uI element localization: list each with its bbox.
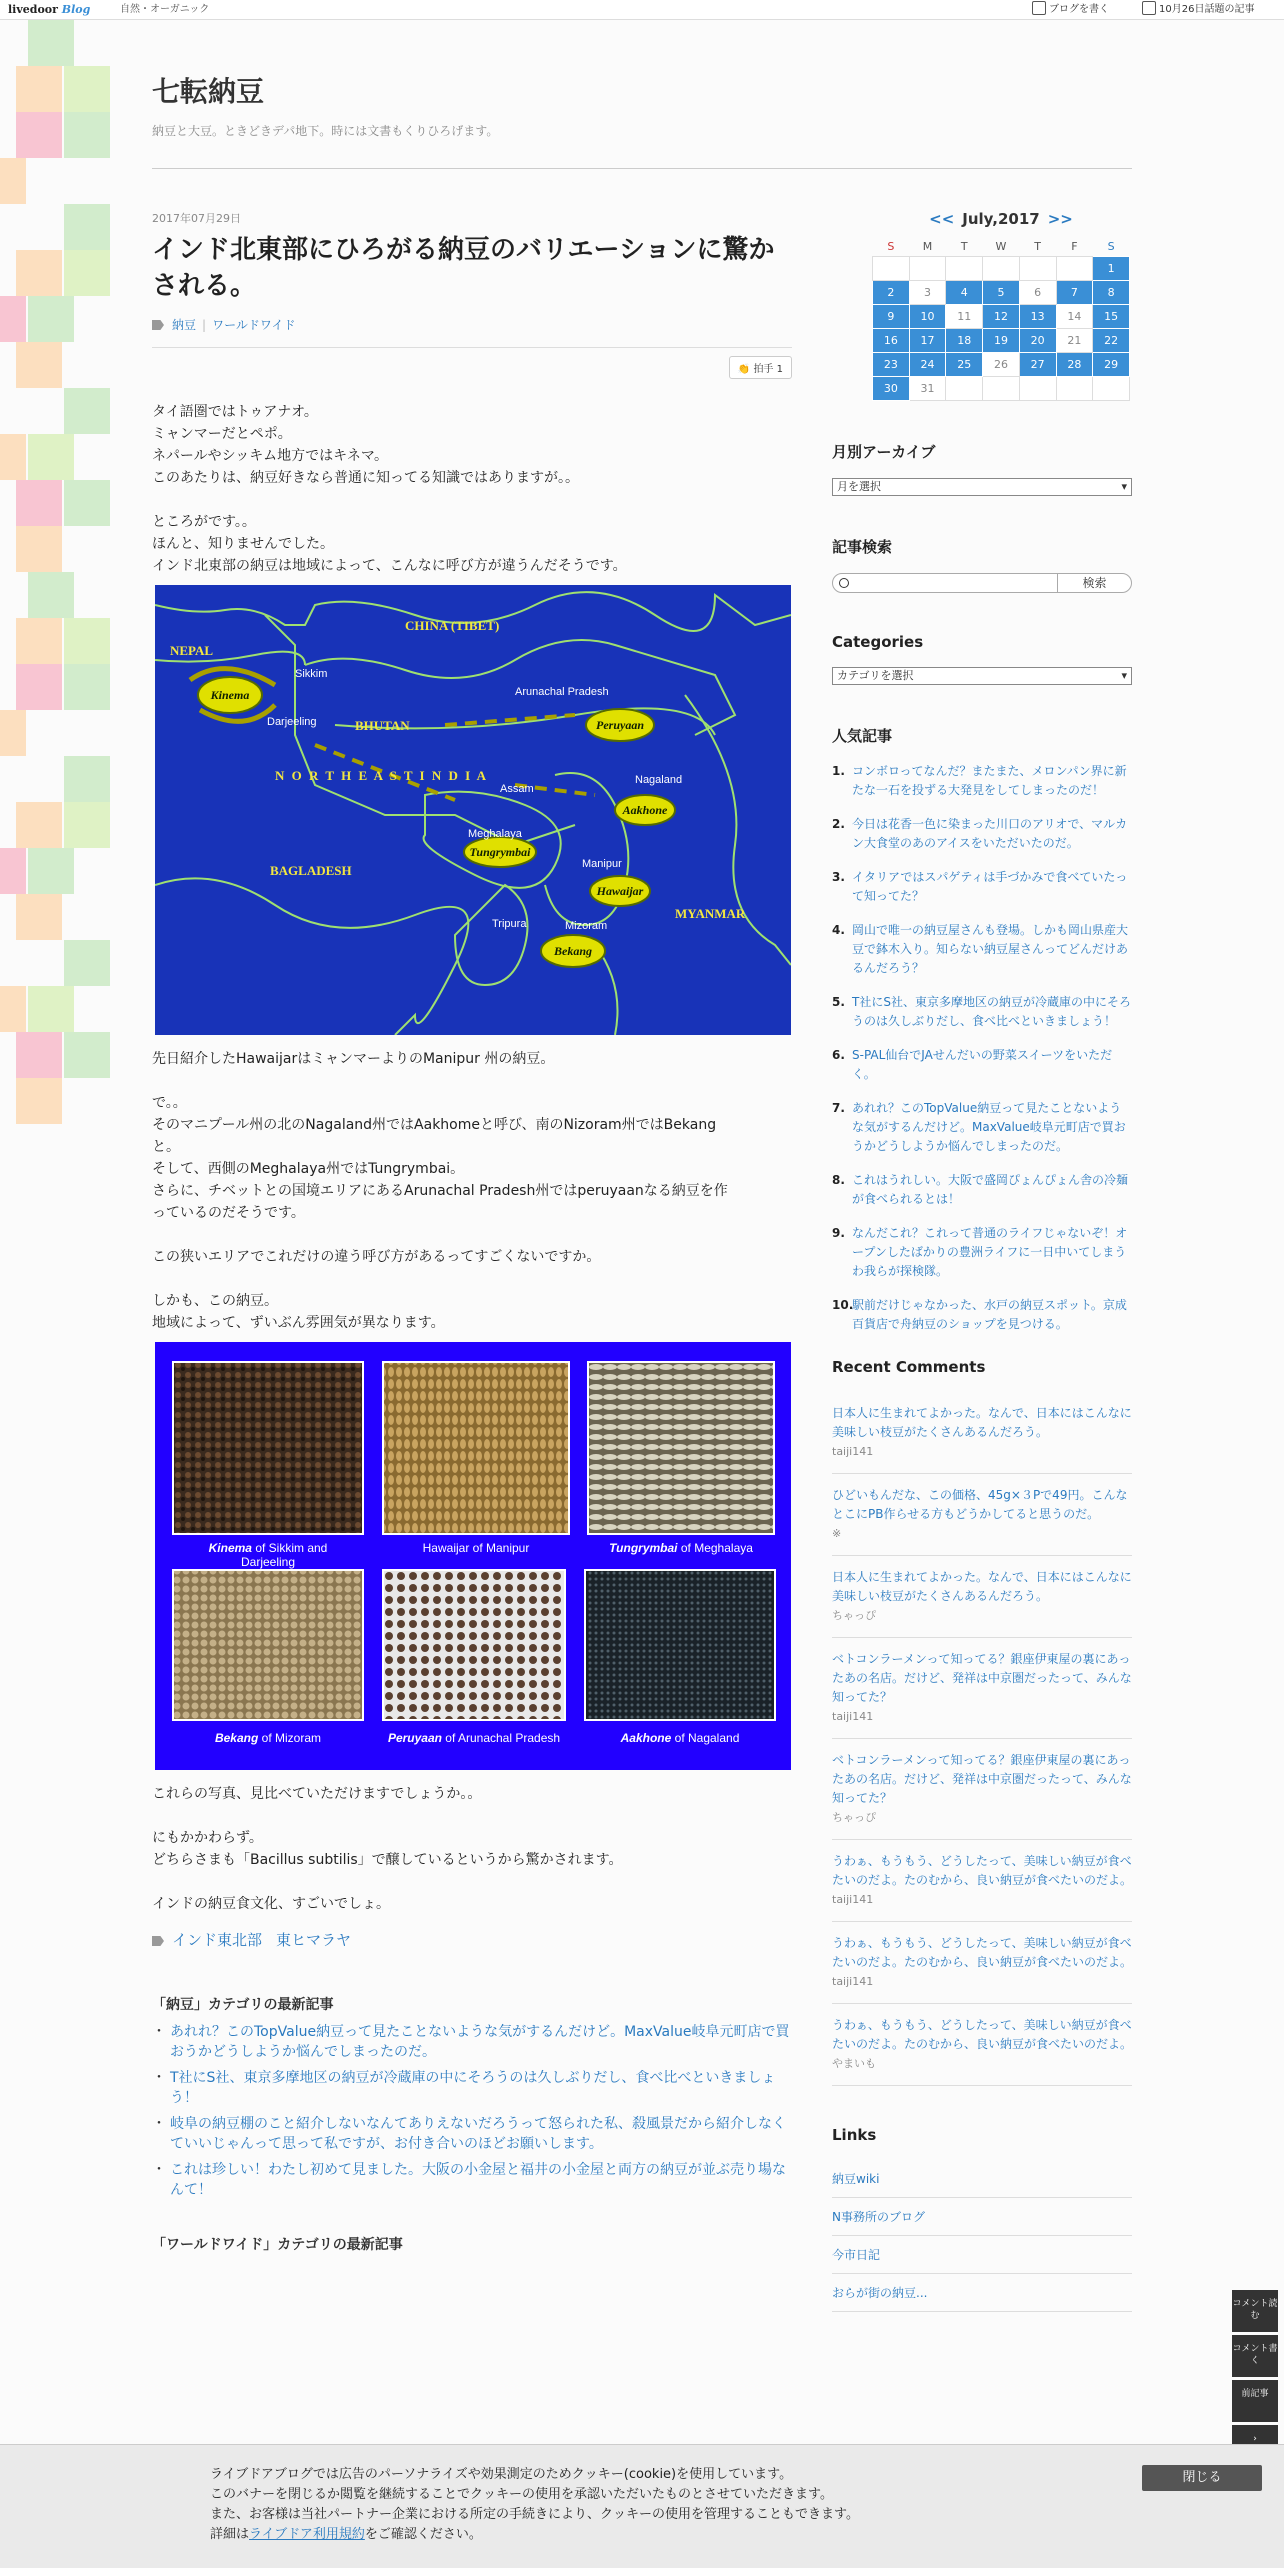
photo-caption-peruyaan: Peruyaan of Arunachal Pradesh	[387, 1731, 561, 1745]
comment-link[interactable]: うわぁ、もうもう、どうしたって、美味しい納豆が食べたいのだよ。たのむから、良い納豆が食べたいのだよ。	[832, 1853, 1133, 1887]
sidebar-link[interactable]: N事務所のブログ	[832, 2198, 1132, 2236]
article-body	[152, 379, 792, 1915]
ranking-link[interactable]: T社にS社、東京多摩地区の納豆が冷蔵庫の中にそろうのは久しぶりだし、食べ比べといきましょう！	[852, 994, 1131, 1028]
mosaic-tile	[64, 618, 110, 664]
mosaic-tile	[64, 664, 110, 710]
body-text: 地域によって、ずいぶん雰囲気が異なります。	[152, 1315, 445, 1331]
tag-icon	[152, 1936, 164, 1946]
comment-author: ※	[832, 1526, 842, 1540]
calendar-empty	[1019, 256, 1056, 280]
map-label-aakhone: Aakhone	[622, 803, 668, 817]
northeast-india-map	[155, 585, 791, 1035]
tag-link[interactable]: インド東北部	[172, 1931, 263, 1949]
comment-author: ちゃっぴ	[832, 1608, 876, 1622]
comment-link[interactable]: ベトコンラーメンって知ってる？銀座伊東屋の裏にあったあの名店。だけど、発祥は中京圏だったって、みんな知ってた？	[832, 1651, 1132, 1704]
calendar-day[interactable]: 27	[1019, 352, 1056, 376]
ranking-number: 9.	[832, 1225, 845, 1240]
mosaic-tile	[64, 388, 110, 434]
related-worldwide	[152, 2234, 792, 2254]
ranking-item	[832, 1046, 1132, 1084]
comment-link[interactable]: うわぁ、もうもう、どうしたって、美味しい納豆が食べたいのだよ。たのむから、良い納豆が食べたいのだよ。	[832, 1935, 1133, 1969]
ranking-item	[832, 1171, 1132, 1209]
livedoor-blog-logo[interactable]: livedoor Blog	[8, 3, 91, 16]
ranking-number: 2.	[832, 816, 845, 831]
sidebar	[832, 210, 1132, 2312]
calendar-day[interactable]: 23	[873, 352, 910, 376]
comment-item	[832, 1840, 1132, 1922]
article-categories: 納豆 | ワールドワイド	[152, 316, 792, 333]
calendar-day[interactable]: 15	[1093, 304, 1130, 328]
calendar-day[interactable]: 10	[909, 304, 946, 328]
categories-widget	[832, 633, 1132, 685]
map-label-manipur: Manipur	[582, 858, 622, 870]
calendar-empty	[946, 376, 983, 400]
calendar-day[interactable]: 1	[1093, 256, 1130, 280]
photo-caption-hawaijar: Hawaijar of Manipur	[422, 1541, 530, 1555]
mosaic-tile	[0, 986, 26, 1032]
mosaic-tile	[0, 710, 26, 756]
ranking-item	[832, 1224, 1132, 1281]
mosaic-tile	[64, 480, 110, 526]
weekday-header: W	[995, 240, 1007, 254]
category-icon	[152, 320, 164, 330]
ranking-number: 10.	[832, 1297, 854, 1312]
comment-link[interactable]: ひどいもんだな、この価格、45g×３Pで49円。こんなとこにPB作らせる方もどうかしてると思うのだ。	[832, 1487, 1128, 1521]
comment-author: taiji141	[832, 1974, 874, 1988]
calendar-day: 21	[1056, 328, 1093, 352]
map-label-tungrymbai: Tungrymbai	[469, 845, 531, 859]
calendar-empty	[983, 256, 1020, 280]
body-text: しかも、この納豆。	[152, 1293, 278, 1309]
comment-link[interactable]: 日本人に生まれてよかった。なんで、日本にはこんなに美味しい枝豆がたくさんあるんだろう。	[832, 1405, 1132, 1439]
calendar-empty	[1019, 376, 1056, 400]
calendar-day[interactable]: 30	[873, 376, 910, 400]
search-widget	[832, 536, 1132, 593]
calendar-grid	[872, 238, 1130, 401]
terms-link[interactable]: ライブドア利用規約	[249, 2527, 365, 2542]
category-link-natto[interactable]: 納豆	[172, 318, 197, 332]
mosaic-tile	[16, 342, 62, 388]
map-label-mizoram: Mizoram	[565, 920, 608, 932]
write-comment-button[interactable]: コメント書く	[1232, 2335, 1278, 2377]
calendar-day[interactable]: 25	[946, 352, 983, 376]
mosaic-tile	[16, 250, 62, 296]
body-text: タイ語圏ではトゥアナオ。	[152, 404, 318, 420]
category-select[interactable]: カテゴリを選択 ▾	[832, 667, 1132, 685]
mosaic-tile	[64, 204, 110, 250]
comment-link[interactable]: 日本人に生まれてよかった。なんで、日本にはこんなに美味しい枝豆がたくさんあるんだろう。	[832, 1569, 1132, 1603]
calendar-empty	[1056, 256, 1093, 280]
photo-caption-kinema: Kinema of Sikkim and	[208, 1541, 328, 1555]
prev-article-button[interactable]: 前記事	[1232, 2380, 1278, 2422]
cookie-close-button[interactable]: 閉じる	[1142, 2465, 1262, 2491]
cookie-line: このバナーを閉じるか閲覧を継続することでクッキーの使用を承認いただいたものとさせていただきます。	[210, 2487, 833, 2502]
calendar-day[interactable]: 8	[1093, 280, 1130, 304]
map-label-bhutan: BHUTAN	[355, 718, 410, 733]
decorative-mosaic	[0, 20, 110, 1160]
calendar-day[interactable]: 4	[946, 280, 983, 304]
calendar-day: 6	[1019, 280, 1056, 304]
mosaic-tile	[16, 480, 62, 526]
calendar-day[interactable]: 29	[1093, 352, 1130, 376]
body-text: インド北東部の納豆は地域によって、こんなに呼び方が違うんだそうです。	[152, 558, 627, 574]
body-text: この狭いエリアでこれだけの違う呼び方があるってすごくないですか。	[152, 1249, 601, 1265]
sidebar-link[interactable]: おらが街の納豆...	[832, 2274, 1132, 2312]
next-article-button[interactable]: ›	[1232, 2425, 1278, 2445]
calendar-day[interactable]: 7	[1056, 280, 1093, 304]
related-link[interactable]: 岐阜の納豆棚のこと紹介しないなんてありえないだろうって怒られた私、殺風景だから紹介しなくていいじゃんって思って私ですが、お付き合いのほどお願いします。	[170, 2116, 786, 2152]
calendar-empty	[909, 256, 946, 280]
ranking-item	[832, 1296, 1132, 1334]
archive-select[interactable]: 月を選択 ▾	[832, 478, 1132, 496]
related-heading: 「納豆」カテゴリの最新記事	[152, 1997, 334, 2013]
mosaic-tile	[0, 158, 26, 204]
ranking-link[interactable]: コンボロってなんだ？またまた、メロンパン界に新たな一石を投ずる大発見をしてしまったのだ！	[852, 763, 1127, 797]
calendar-empty	[873, 256, 910, 280]
related-link[interactable]: T社にS社、東京多摩地区の納豆が冷蔵庫の中にそろうのは久しぶりだし、食べ比べといきましょう！	[170, 2070, 776, 2106]
map-label-hawaijar: Hawaijar	[596, 884, 644, 898]
photo-caption-bekang: Bekang of Mizoram	[214, 1731, 322, 1745]
photo-caption-kinema-line2: Darjeeling	[240, 1555, 296, 1569]
calendar-day: 26	[983, 352, 1020, 376]
comment-author: ちゃっぴ	[832, 1810, 876, 1824]
comment-link[interactable]: ベトコンラーメンって知ってる？銀座伊東屋の裏にあったあの名店。だけど、発祥は中京圏だったって、みんな知ってた？	[832, 1752, 1132, 1805]
mosaic-tile	[64, 1032, 110, 1078]
mosaic-tile	[64, 112, 110, 158]
map-label-meghalaya: Meghalaya	[468, 828, 522, 840]
map-label-china: CHINA (TIBET)	[405, 618, 500, 633]
calendar-day[interactable]: 28	[1056, 352, 1093, 376]
archive-widget	[832, 441, 1132, 496]
related-link[interactable]: これは珍しい！わたし初めて見ました。大阪の小金屋と福井の小金屋と両方の納豆が並ぶ売り場なんて！	[170, 2162, 786, 2198]
ranking-link[interactable]: あれれ？このTopValue納豆って見たことないような気がするんだけど。MaxValue岐阜元町店で買おうかどうしようか悩んでしまったのだ。	[852, 1100, 1126, 1153]
calendar-day[interactable]: 9	[873, 304, 910, 328]
sidebar-link[interactable]: 今市日記	[832, 2236, 1132, 2274]
comment-item	[832, 1392, 1132, 1474]
body-text: そのマニプール州の北のNagaland州ではAakhomeと呼び、南のNizoram州ではBekang	[152, 1117, 717, 1133]
ranking-number: 3.	[832, 869, 845, 884]
ranking-number: 6.	[832, 1047, 845, 1062]
mosaic-tile	[16, 66, 62, 112]
ranking-item	[832, 921, 1132, 978]
article-date: 2017年07月29日	[152, 212, 241, 225]
weekday-header: M	[922, 240, 933, 254]
calendar-empty	[983, 376, 1020, 400]
sidebar-link[interactable]: 納豆wiki	[832, 2160, 1132, 2198]
pencil-icon	[1032, 1, 1046, 15]
article-title[interactable]: インド北東部にひろがる納豆のバリエーションに驚かされる。	[152, 235, 775, 301]
mosaic-tile	[64, 250, 110, 296]
main-column	[152, 210, 792, 2262]
read-comments-button[interactable]: コメント読む	[1232, 2290, 1278, 2332]
body-text: ほんと、知りませんでした。	[152, 536, 334, 552]
ranking-link[interactable]: 今日は花香一色に染まった川口のアリオで、マルカン大食堂のあのアイスをいただいたのだ。	[852, 816, 1128, 850]
calendar-empty	[1056, 376, 1093, 400]
body-text: そして、西側のMeghalaya州ではTungrymbai。	[152, 1161, 465, 1177]
ranking-item	[832, 762, 1132, 800]
body-text: インドの納豆食文化、すごいでしょ。	[152, 1896, 390, 1912]
calendar-day[interactable]: 2	[873, 280, 910, 304]
comments-widget	[832, 1358, 1132, 2086]
mosaic-tile	[64, 940, 110, 986]
ranking-number: 7.	[832, 1100, 845, 1115]
comment-author: taiji141	[832, 1444, 874, 1458]
weekday-header: S	[1107, 240, 1115, 254]
mosaic-tile	[16, 1078, 62, 1124]
widget-title: Categories	[832, 632, 924, 651]
calendar-empty	[1093, 376, 1130, 400]
calendar-day[interactable]: 13	[1019, 304, 1056, 328]
related-heading: 「ワールドワイド」カテゴリの最新記事	[152, 2237, 403, 2253]
body-text: このあたりは、納豆好きなら普通に知ってる知識ではありますが。。	[152, 470, 579, 486]
ranking-number: 4.	[832, 922, 845, 937]
mosaic-tile	[28, 986, 74, 1032]
mosaic-tile	[64, 756, 110, 802]
header-divider	[152, 168, 1132, 169]
tag-link[interactable]: 東ヒマラヤ	[276, 1931, 352, 1949]
calendar-day[interactable]: 19	[983, 328, 1020, 352]
comment-link[interactable]: うわぁ、もうもう、どうしたって、美味しい納豆が食べたいのだよ。たのむから、良い納豆が食べたいのだよ。	[832, 2017, 1133, 2051]
calendar-day[interactable]: 20	[1019, 328, 1056, 352]
calendar-title: July,2017	[962, 210, 1040, 228]
widget-title: 人気記事	[832, 726, 893, 745]
comment-author: taiji141	[832, 1709, 874, 1723]
weekday-header: T	[1034, 240, 1042, 254]
map-label-assam: Assam	[500, 783, 534, 795]
calendar-icon	[1142, 1, 1156, 15]
mosaic-tile	[16, 526, 62, 572]
mosaic-tile	[0, 296, 26, 342]
map-label-kinema: Kinema	[210, 688, 250, 702]
map-label-bagladesh: BAGLADESH	[270, 863, 352, 878]
category-link-worldwide[interactable]: ワールドワイド	[212, 318, 296, 332]
mosaic-tile	[28, 848, 74, 894]
mosaic-tile	[28, 296, 74, 342]
mosaic-tile	[0, 848, 26, 894]
article-tags	[152, 1929, 792, 1950]
cookie-line: 詳細はライブドア利用規約をご確認ください。	[210, 2527, 482, 2542]
photo-caption-aakhone: Aakhone of Nagaland	[620, 1731, 740, 1745]
comment-item	[832, 1474, 1132, 1556]
calendar	[872, 210, 1130, 401]
body-text: で。。	[152, 1095, 187, 1111]
clap-button[interactable]: 👏 拍手 1	[729, 356, 792, 379]
calendar-day[interactable]: 18	[946, 328, 983, 352]
mosaic-tile	[28, 434, 74, 480]
map-label-sikkim: Sikkim	[295, 668, 328, 680]
mosaic-tile	[16, 664, 62, 710]
ranking-link[interactable]: S-PAL仙台でJAせんだいの野菜スイーツをいただく。	[852, 1047, 1113, 1081]
widget-title: Recent Comments	[832, 1357, 986, 1376]
weekday-header: S	[887, 240, 895, 254]
comment-item	[832, 1739, 1132, 1840]
body-text: さらに、チベットとの国境エリアにあるArunachal Pradesh州ではperuyaanなる納豆を作	[152, 1183, 728, 1199]
body-text: と。	[152, 1139, 180, 1155]
ranking-item	[832, 868, 1132, 906]
weekday-header: F	[1071, 240, 1078, 254]
ranking-item	[832, 1099, 1132, 1156]
related-item	[152, 2114, 792, 2154]
related-item	[152, 2068, 792, 2108]
ranking-link[interactable]: なんだこれ？これって普通のライフじゃないぞ！オープンしたばかりの豊洲ライフに一日中いてしまうわ我らが探検隊。	[852, 1225, 1128, 1278]
related-item	[152, 2160, 792, 2200]
calendar-day: 31	[909, 376, 946, 400]
mosaic-tile	[0, 434, 26, 480]
blog-subtitle: 納豆と大豆。ときどきデパ地下。時には文書もくりひろげます。	[152, 124, 499, 138]
weekday-header: T	[960, 240, 968, 254]
comment-item	[832, 1556, 1132, 1638]
calendar-day: 3	[909, 280, 946, 304]
cookie-line: ライブドアブログでは広告のパーソナライズや効果測定のためクッキー(cookie)を使用しています。	[210, 2467, 793, 2482]
related-natto	[152, 1994, 792, 2200]
photo-caption-tungrymbai: Tungrymbai of Meghalaya	[609, 1541, 753, 1555]
ranking-link[interactable]: 岡山で唯一の納豆屋さんも登場。しかも岡山県産大豆で鉢木入り。知らない納豆屋さんってどんだけあるんだろう？	[852, 922, 1129, 975]
search-input[interactable]	[832, 573, 1132, 593]
cookie-text	[210, 2465, 859, 2545]
body-text: ネパールやシッキム地方ではキネマ。	[152, 448, 389, 464]
comment-author: やまいも	[832, 2056, 876, 2070]
related-link[interactable]: あれれ？このTopValue納豆って見たことないような気がするんだけど。MaxValue岐阜元町店で買おうかどうしようか悩んでしまったのだ。	[170, 2024, 790, 2060]
search-icon	[839, 578, 849, 588]
natto-photo-grid	[155, 1342, 791, 1770]
calendar-day[interactable]: 5	[983, 280, 1020, 304]
map-label-northeast: N O R T H E A S T I N D I A	[275, 768, 489, 783]
comment-item	[832, 2004, 1132, 2086]
blog-title[interactable]: 七転納豆	[152, 75, 265, 108]
calendar-day[interactable]: 22	[1093, 328, 1130, 352]
write-blog-link[interactable]: ブログを書く	[1032, 0, 1109, 20]
ranking-link[interactable]: これはうれしい。大阪で盛岡ぴょんぴょん舎の冷麺が食べられるとは！	[852, 1172, 1129, 1206]
body-text: ところがです。。	[152, 514, 256, 530]
calendar-day[interactable]: 24	[909, 352, 946, 376]
category-link[interactable]: 自然・オーガニック	[120, 4, 210, 15]
search-button[interactable]: 検索	[1057, 574, 1131, 592]
mosaic-tile	[28, 20, 74, 66]
calendar-next[interactable]: >>	[1047, 210, 1073, 228]
calendar-day[interactable]: 12	[983, 304, 1020, 328]
cookie-banner	[0, 2444, 1284, 2568]
mosaic-tile	[28, 572, 74, 618]
map-label-nepal: NEPAL	[170, 643, 214, 658]
mosaic-tile	[64, 802, 110, 848]
ranking-item	[832, 815, 1132, 853]
cookie-line: また、お客様は当社パートナー企業における所定の手続きにより、クッキーの使用を管理することもできます。	[210, 2507, 859, 2522]
ranking-item	[832, 993, 1132, 1031]
body-text: これらの写真、見比べていただけますでしょうか。。	[152, 1786, 482, 1802]
mosaic-tile	[16, 894, 62, 940]
calendar-day[interactable]: 16	[873, 328, 910, 352]
ranking-number: 5.	[832, 994, 845, 1009]
calendar-empty	[946, 256, 983, 280]
map-label-bekang: Bekang	[553, 944, 593, 958]
body-text: にもかかわらず。	[152, 1830, 263, 1846]
map-label-darjeeling: Darjeeling	[267, 716, 317, 728]
mosaic-tile	[64, 66, 110, 112]
map-label-myanmar: MYANMAR	[675, 906, 746, 921]
trending-link[interactable]: 10月26日話題の記事	[1142, 0, 1254, 20]
map-label-tripura: Tripura	[492, 918, 527, 930]
calendar-day: 14	[1056, 304, 1093, 328]
calendar-day: 11	[946, 304, 983, 328]
ranking-link[interactable]: イタリアではスパゲティは手づかみで食べていたって知ってた？	[852, 869, 1128, 903]
ranking-number: 1.	[832, 763, 845, 778]
comment-item	[832, 1922, 1132, 2004]
widget-title: 月別アーカイブ	[832, 442, 936, 461]
map-label-arunachal: Arunachal Pradesh	[515, 686, 609, 698]
calendar-prev[interactable]: <<	[929, 210, 955, 228]
map-label-nagaland: Nagaland	[635, 774, 683, 786]
blog-header	[152, 70, 1132, 139]
comment-item	[832, 1638, 1132, 1739]
widget-title: 記事検索	[832, 537, 893, 556]
body-text: どちらさまも「Bacillus subtilis」で醸しているというから驚かされます。	[152, 1852, 623, 1868]
body-text: 先日紹介したHawaijarはミャンマーよりのManipur 州の納豆。	[152, 1051, 555, 1067]
widget-title: Links	[832, 2125, 877, 2144]
ranking-link[interactable]: 駅前だけじゃなかった、水戸の納豆スポット。京成百貨店で舟納豆のショップを見つける。	[852, 1297, 1127, 1331]
calendar-day[interactable]: 17	[909, 328, 946, 352]
comment-author: taiji141	[832, 1892, 874, 1906]
ranking-number: 8.	[832, 1172, 845, 1187]
body-text: ミャンマーだとペポ。	[152, 426, 292, 442]
popular-widget	[832, 725, 1132, 1334]
body-text: っているのだそうです。	[152, 1205, 305, 1221]
mosaic-tile	[16, 618, 62, 664]
links-widget	[832, 2126, 1132, 2312]
mosaic-tile	[16, 1032, 62, 1078]
title-divider	[152, 347, 792, 348]
related-item	[152, 2022, 792, 2062]
mosaic-tile	[16, 802, 62, 848]
top-bar	[0, 0, 1284, 20]
map-label-peruyaan: Peruyaan	[596, 718, 644, 732]
mosaic-tile	[16, 112, 62, 158]
